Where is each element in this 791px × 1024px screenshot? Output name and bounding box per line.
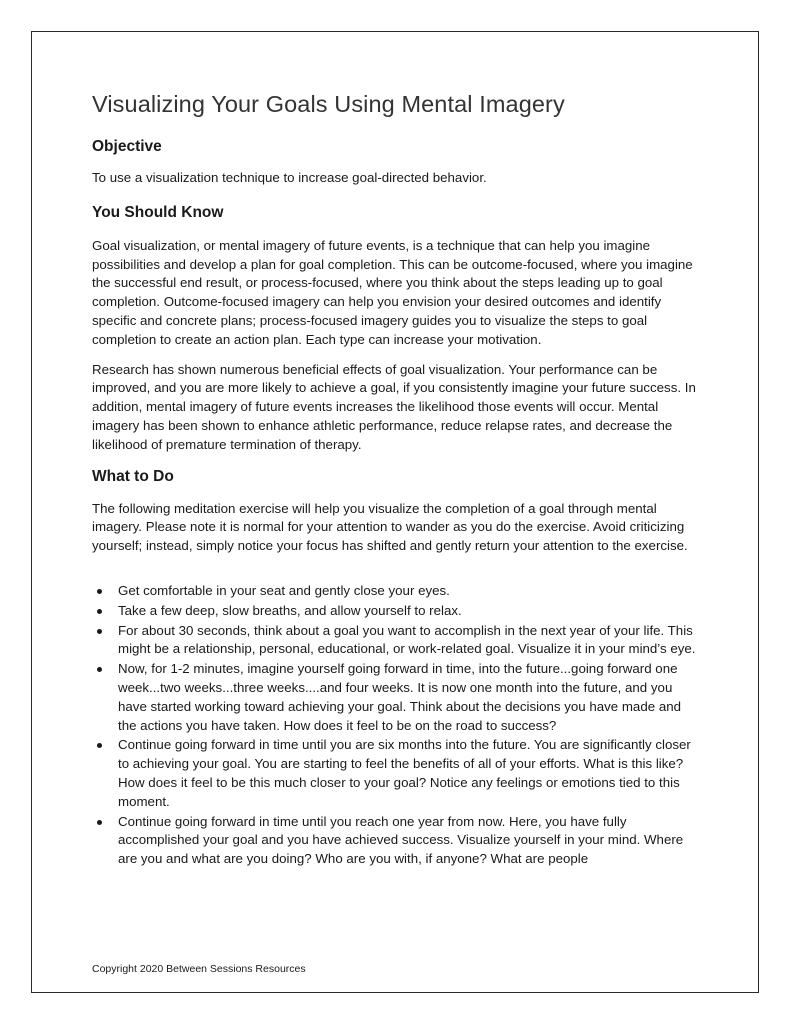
bullet-icon bbox=[97, 743, 102, 748]
document-body bbox=[92, 88, 702, 870]
copyright-footer: Copyright 2020 Between Sessions Resources bbox=[92, 963, 306, 975]
exercise-step bbox=[92, 813, 702, 869]
document-title: Visualizing Your Goals Using Mental Imagery bbox=[92, 91, 565, 117]
exercise-steps-list bbox=[92, 582, 702, 869]
exercise-step bbox=[92, 602, 702, 621]
you-should-know-paragraph: Research has shown numerous beneficial effects of goal visualization. Your performance can be improved, and you are more likely to achieve a goal, if you consistently imagine your future success. In addition, mental imagery of future events increases the likelihood those events will occur. Mental imagery has been shown to enhance athletic performance, reduce relapse rates, and decrease the likelihood of premature termination of therapy. bbox=[92, 361, 696, 452]
exercise-step-text: Get comfortable in your seat and gently close your eyes. bbox=[118, 582, 450, 598]
exercise-step-text: Continue going forward in time until you are six months into the future. You are significantly closer to achieving your goal. You are starting to feel the benefits of all of your efforts. What is this like? How does it feel to be this much closer to your goal? Notice any feelings or emotions tied to this moment. bbox=[118, 737, 691, 809]
exercise-step-text: Now, for 1-2 minutes, imagine yourself going forward in time, into the future...going forward one week...two weeks...three weeks....and four weeks. It is now one month into the future, and you have started working toward achieving your goal. Think about the decisions you have made and the actions you have taken. How does it feel to be on the road to success? bbox=[118, 661, 682, 733]
bullet-icon bbox=[97, 609, 102, 614]
exercise-step bbox=[92, 582, 702, 601]
you-should-know-paragraph: Goal visualization, or mental imagery of future events, is a technique that can help you imagine possibilities and develop a plan for goal completion. This can be outcome-focused, where you imagine the successful end result, or process-focused, where you think about the steps leading up to goal completion. Outcome-focused imagery can help you envision your desired outcomes and identify specific and concrete plans; process-focused imagery guides you to visualize the steps to goal completion to create an action plan. Each type can increase your motivation. bbox=[92, 237, 693, 347]
what-to-do-intro: The following meditation exercise will help you visualize the completion of a goal through mental imagery. Please note it is normal for your attention to wander as you do the exercise. Avoid criticizing yourself; instead, simply notice your focus has shifted and gently return your attention to the exercise. bbox=[92, 500, 688, 554]
exercise-step bbox=[92, 622, 702, 660]
what-to-do-heading: What to Do bbox=[92, 467, 174, 485]
you-should-know-heading: You Should Know bbox=[92, 203, 224, 221]
exercise-step-text: For about 30 seconds, think about a goal you want to accomplish in the next year of your life. This might be a relationship, personal, educational, or work-related goal. Visualize it in your mind’s eye. bbox=[118, 622, 696, 657]
objective-text: To use a visualization technique to increase goal-directed behavior. bbox=[92, 170, 487, 185]
objective-heading: Objective bbox=[92, 138, 162, 155]
bullet-icon bbox=[97, 629, 102, 634]
exercise-step bbox=[92, 736, 702, 811]
exercise-step-text: Continue going forward in time until you reach one year from now. Here, you have fully accomplished your goal and you have achieved success. Visualize yourself in your mind. Where are you and what are you doing? Who are you with, if anyone? What are people bbox=[118, 813, 684, 867]
exercise-step bbox=[92, 660, 702, 735]
bullet-icon bbox=[97, 589, 102, 594]
exercise-step-text: Take a few deep, slow breaths, and allow yourself to relax. bbox=[118, 602, 462, 618]
bullet-icon bbox=[97, 667, 102, 672]
bullet-icon bbox=[97, 820, 102, 825]
